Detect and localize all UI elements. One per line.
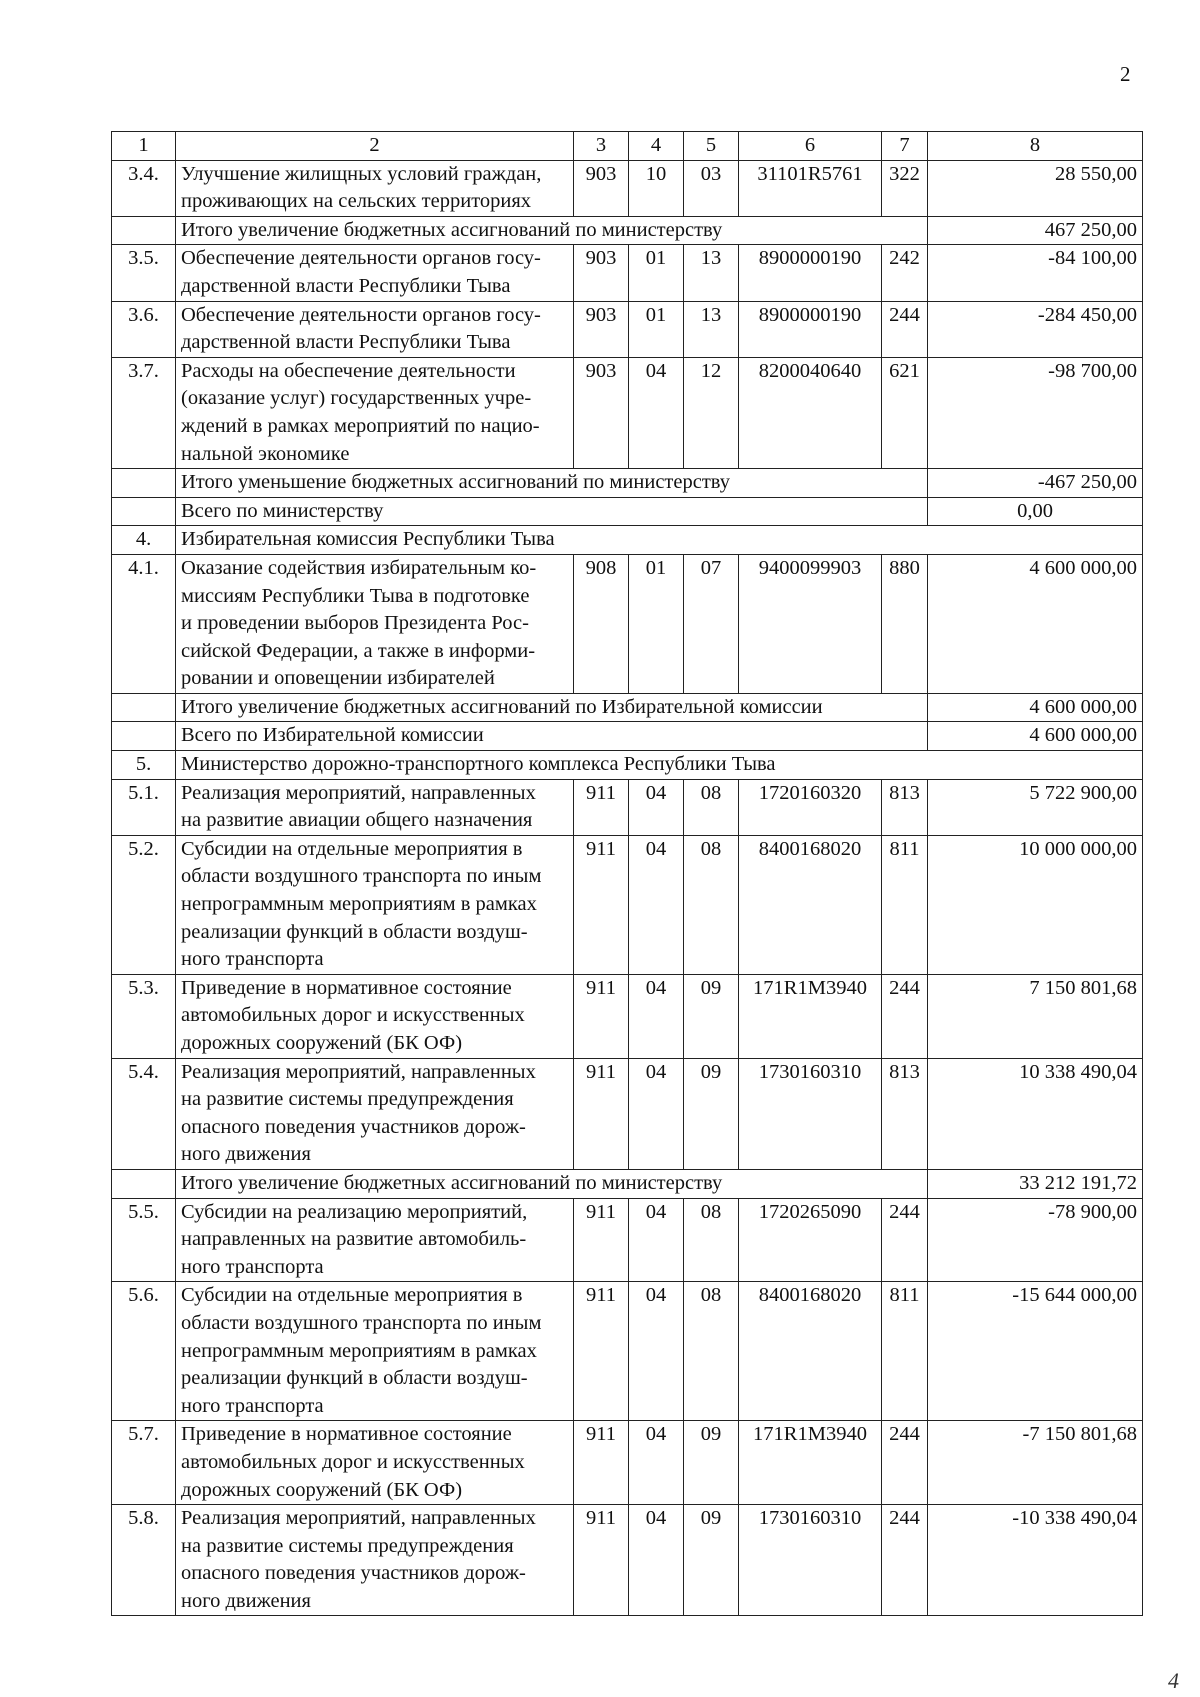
expense-type-code: 244 [882,301,928,357]
description-line: Приведение в нормативное состояние [181,1423,512,1446]
amount: -98 700,00 [928,357,1143,468]
amount: -84 100,00 [928,245,1143,301]
amount: 28 550,00 [928,160,1143,216]
section-title: Избирательная комиссия Республики Тыва [176,526,1143,555]
ministry-code: 911 [574,1198,629,1282]
row-description [176,301,574,357]
ministry-code: 903 [574,301,629,357]
subsection-code: 09 [684,1505,739,1616]
description-line: ровании и оповещении избирателей [181,667,495,690]
description-line: Обеспечение деятельности органов госу- [181,247,541,270]
description-line: на развитие авиации общего назначения [181,809,533,832]
row-description [176,357,574,468]
description-line: ного транспорта [181,948,324,971]
ministry-code: 911 [574,779,629,835]
description-line: опасного поведения участников дорож- [181,1115,526,1138]
description-line: Реализация мероприятий, направленных [181,781,536,804]
table-row [112,245,1143,301]
description-line: сийской Федерации, а также в информи- [181,639,536,662]
budget-table [111,131,1143,1616]
header-cell: 4 [629,132,684,161]
table-row [112,1198,1143,1282]
description-line: Реализация мероприятий, направленных [181,1507,536,1530]
description-line: нальной экономике [181,442,350,465]
section-code: 04 [629,1058,684,1169]
row-description [176,1421,574,1505]
description-line: дарственной власти Республики Тыва [181,331,511,354]
amount: -78 900,00 [928,1198,1143,1282]
total-amount: 467 250,00 [928,216,1143,245]
total-row [112,469,1143,498]
section-number: 4. [112,526,176,555]
row-number: 5.2. [112,835,176,974]
subsection-code: 08 [684,835,739,974]
row-description [176,835,574,974]
table-row [112,974,1143,1058]
table-row [112,1058,1143,1169]
total-label: Итого увеличение бюджетных ассигнований по министерству [176,1169,928,1198]
row-number-empty [112,722,176,751]
description-line: дарственной власти Республики Тыва [181,274,511,297]
section-code: 04 [629,357,684,468]
subsection-code: 08 [684,779,739,835]
target-article-code: 31101R5761 [739,160,882,216]
row-number: 3.4. [112,160,176,216]
section-code: 04 [629,779,684,835]
description-line: миссиям Республики Тыва в подготовке [181,584,530,607]
target-article-code: 9400099903 [739,554,882,693]
expense-type-code: 244 [882,974,928,1058]
ministry-code: 911 [574,1421,629,1505]
description-line: ного транспорта [181,1255,324,1278]
header-cell: 6 [739,132,882,161]
subsection-code: 13 [684,245,739,301]
expense-type-code: 244 [882,1198,928,1282]
section-code: 04 [629,1421,684,1505]
description-line: проживающих на сельских территориях [181,190,532,213]
description-line: (оказание услуг) государственных учре- [181,387,532,410]
row-number-empty [112,497,176,526]
page-number: 2 [1120,62,1131,86]
subsection-code: 07 [684,554,739,693]
row-number: 5.6. [112,1282,176,1421]
ministry-code: 903 [574,160,629,216]
row-description [176,554,574,693]
table-row [112,301,1143,357]
expense-type-code: 813 [882,1058,928,1169]
expense-type-code: 811 [882,1282,928,1421]
section-code: 01 [629,301,684,357]
expense-type-code: 244 [882,1505,928,1616]
target-article-code: 8200040640 [739,357,882,468]
section-number: 5. [112,751,176,780]
ministry-code: 908 [574,554,629,693]
target-article-code: 171R1M3940 [739,1421,882,1505]
description-line: ного транспорта [181,1394,324,1417]
total-label: Итого увеличение бюджетных ассигнований по Избирательной комиссии [176,693,928,722]
description-line: и проведении выборов Президента Рос- [181,612,529,635]
description-line: дорожных сооружений (БК ОФ) [181,1478,463,1501]
section-title: Министерство дорожно-транспортного комплекса Республики Тыва [176,751,1143,780]
target-article-code: 1730160310 [739,1058,882,1169]
amount: -7 150 801,68 [928,1421,1143,1505]
ministry-code: 911 [574,835,629,974]
table-row [112,554,1143,693]
total-amount: 4 600 000,00 [928,693,1143,722]
description-line: дорожных сооружений (БК ОФ) [181,1032,463,1054]
section-code: 04 [629,1505,684,1616]
row-description [176,1198,574,1282]
total-label: Всего по министерству [176,497,928,526]
description-line: автомобильных дорог и искусственных [181,1450,525,1473]
row-number: 5.5. [112,1198,176,1282]
target-article-code: 8900000190 [739,301,882,357]
expense-type-code: 811 [882,835,928,974]
subsection-code: 13 [684,301,739,357]
row-description [176,1505,574,1616]
row-number: 3.7. [112,357,176,468]
amount: 7 150 801,68 [928,974,1143,1058]
target-article-code: 171R1M3940 [739,974,882,1058]
header-row [112,132,1143,161]
ministry-code: 911 [574,1282,629,1421]
total-row [112,693,1143,722]
expense-type-code: 880 [882,554,928,693]
target-article-code: 1720160320 [739,779,882,835]
description-line: Приведение в нормативное состояние [181,976,512,999]
section-code: 01 [629,245,684,301]
description-line: на развитие системы предупреждения [181,1088,514,1111]
description-line: автомобильных дорог и искусственных [181,1004,525,1027]
expense-type-code: 621 [882,357,928,468]
subsection-code: 08 [684,1282,739,1421]
description-line: на развитие системы предупреждения [181,1534,514,1557]
expense-type-code: 322 [882,160,928,216]
ministry-code: 911 [574,1505,629,1616]
total-label: Итого увеличение бюджетных ассигнований по министерству [176,216,928,245]
amount: 5 722 900,00 [928,779,1143,835]
description-line: реализации функций в области воздуш- [181,920,528,943]
total-amount: -467 250,00 [928,469,1143,498]
ministry-code: 911 [574,974,629,1058]
row-description [176,779,574,835]
description-line: области воздушного транспорта по иным [181,865,542,888]
amount: 10 000 000,00 [928,835,1143,974]
row-number-empty [112,1169,176,1198]
target-article-code: 8400168020 [739,1282,882,1421]
table-row [112,160,1143,216]
total-amount: 0,00 [928,497,1143,526]
row-number: 3.6. [112,301,176,357]
description-line: Реализация мероприятий, направленных [181,1060,536,1083]
total-row [112,216,1143,245]
header-cell: 8 [928,132,1143,161]
amount: -10 338 490,04 [928,1505,1143,1616]
row-number-empty [112,469,176,498]
section-code: 04 [629,835,684,974]
header-cell: 5 [684,132,739,161]
row-number-empty [112,693,176,722]
description-line: реализации функций в области воздуш- [181,1367,528,1390]
amount: 10 338 490,04 [928,1058,1143,1169]
row-description [176,1058,574,1169]
target-article-code: 1720265090 [739,1198,882,1282]
description-line: ного движения [181,1589,311,1612]
total-label: Итого уменьшение бюджетных ассигнований по министерству [176,469,928,498]
table-row [112,1505,1143,1616]
section-row [112,526,1143,555]
row-number: 5.1. [112,779,176,835]
subsection-code: 12 [684,357,739,468]
total-amount: 33 212 191,72 [928,1169,1143,1198]
header-cell: 2 [176,132,574,161]
section-code: 01 [629,554,684,693]
section-code: 04 [629,974,684,1058]
description-line: опасного поведения участников дорож- [181,1562,526,1585]
row-number: 5.4. [112,1058,176,1169]
description-line: непрограммным мероприятиям в рамках [181,1339,537,1362]
ministry-code: 903 [574,245,629,301]
row-number: 5.8. [112,1505,176,1616]
total-amount: 4 600 000,00 [928,722,1143,751]
subsection-code: 03 [684,160,739,216]
ministry-code: 903 [574,357,629,468]
target-article-code: 1730160310 [739,1505,882,1616]
description-line: Субсидии на отдельные мероприятия в [181,1284,523,1307]
row-description [176,974,574,1058]
ministry-code: 911 [574,1058,629,1169]
row-number-empty [112,216,176,245]
description-line: Улучшение жилищных условий граждан, [181,162,542,185]
description-line: ного движения [181,1143,311,1166]
section-code: 04 [629,1198,684,1282]
total-row [112,722,1143,751]
expense-type-code: 813 [882,779,928,835]
description-line: направленных на развитие автомобиль- [181,1228,527,1251]
section-code: 04 [629,1282,684,1421]
expense-type-code: 242 [882,245,928,301]
description-line: ждений в рамках мероприятий по нацио- [181,414,540,437]
description-line: непрограммным мероприятиям в рамках [181,893,537,916]
table-row [112,357,1143,468]
amount: -284 450,00 [928,301,1143,357]
table-row [112,835,1143,974]
handwritten-margin-mark: 4 [1168,1668,1179,1693]
section-code: 10 [629,160,684,216]
row-description [176,1282,574,1421]
row-number: 4.1. [112,554,176,693]
target-article-code: 8900000190 [739,245,882,301]
table-body [112,132,1143,1616]
row-description [176,160,574,216]
row-description [176,245,574,301]
total-row [112,1169,1143,1198]
description-line: Обеспечение деятельности органов госу- [181,303,541,326]
target-article-code: 8400168020 [739,835,882,974]
table-row [112,1282,1143,1421]
description-line: Субсидии на реализацию мероприятий, [181,1200,528,1223]
description-line: Оказание содействия избирательным ко- [181,556,537,579]
expense-type-code: 244 [882,1421,928,1505]
header-cell: 7 [882,132,928,161]
table-row [112,779,1143,835]
amount: -15 644 000,00 [928,1282,1143,1421]
description-line: Субсидии на отдельные мероприятия в [181,837,523,860]
row-number: 5.3. [112,974,176,1058]
header-cell: 1 [112,132,176,161]
row-number: 3.5. [112,245,176,301]
subsection-code: 08 [684,1198,739,1282]
row-number: 5.7. [112,1421,176,1505]
description-line: области воздушного транспорта по иным [181,1311,542,1334]
section-row [112,751,1143,780]
total-row [112,497,1143,526]
subsection-code: 09 [684,1421,739,1505]
subsection-code: 09 [684,974,739,1058]
table-row [112,1421,1143,1505]
description-line: Расходы на обеспечение деятельности [181,359,516,382]
subsection-code: 09 [684,1058,739,1169]
header-cell: 3 [574,132,629,161]
amount: 4 600 000,00 [928,554,1143,693]
total-label: Всего по Избирательной комиссии [176,722,928,751]
